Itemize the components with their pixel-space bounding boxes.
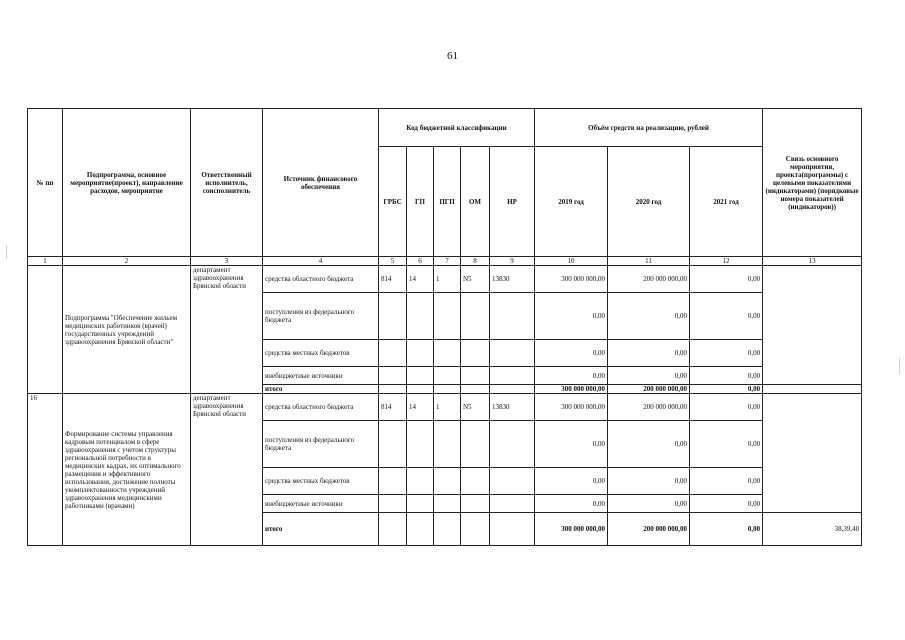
- np-cell: [490, 367, 535, 385]
- pgp-cell: 1: [434, 394, 461, 421]
- index-cell: 1: [28, 257, 63, 266]
- responsible-cell: департамент здравоохранения Брянской области: [191, 266, 263, 394]
- pgp-cell: [434, 421, 461, 468]
- header-program: Подпрограмма, основное мероприятие(проект), направление расходов, мероприятие: [63, 109, 191, 257]
- link-cell: [763, 394, 862, 513]
- grbs-cell: [379, 385, 407, 394]
- total-2020: 200 000 000,00: [608, 513, 690, 546]
- np-cell: [490, 421, 535, 468]
- amount-2019: 300 000 000,00: [535, 394, 608, 421]
- header-volume: Объём средств на реализацию, рублей: [535, 109, 763, 147]
- index-cell: 12: [690, 257, 763, 266]
- gp-cell: [407, 421, 434, 468]
- amount-2019: 0,00: [535, 421, 608, 468]
- grbs-cell: [379, 468, 407, 495]
- source-cell: поступления из федерального бюджета: [263, 421, 379, 468]
- link-cell: [763, 266, 862, 385]
- gp-cell: [407, 495, 434, 513]
- amount-2020: 0,00: [608, 367, 690, 385]
- gp-cell: [407, 340, 434, 367]
- gp-cell: [407, 367, 434, 385]
- source-cell: средства областного бюджета: [263, 394, 379, 421]
- grbs-cell: 814: [379, 394, 407, 421]
- source-cell: средства местных бюджетов: [263, 340, 379, 367]
- table-row: [28, 394, 862, 421]
- header-row-1: [28, 109, 862, 147]
- pgp-cell: [434, 340, 461, 367]
- grbs-cell: [379, 421, 407, 468]
- budget-table: [27, 108, 862, 546]
- amount-2020: 200 000 000,00: [608, 266, 690, 293]
- pgp-cell: [434, 293, 461, 340]
- index-cell: 6: [407, 257, 434, 266]
- header-np: НР: [490, 147, 535, 257]
- total-link: [763, 385, 862, 394]
- source-cell: поступления из федерального бюджета: [263, 293, 379, 340]
- gp-cell: [407, 385, 434, 394]
- amount-2020: 0,00: [608, 468, 690, 495]
- source-cell: внебюджетные источники: [263, 367, 379, 385]
- source-cell: средства местных бюджетов: [263, 468, 379, 495]
- total-label: итого: [263, 513, 379, 546]
- amount-2021: 0,00: [690, 293, 763, 340]
- total-2020: 200 000 000,00: [608, 385, 690, 394]
- grbs-cell: [379, 513, 407, 546]
- om-cell: [461, 421, 490, 468]
- row-number: [28, 266, 63, 394]
- np-cell: [490, 293, 535, 340]
- header-budget-code: Код бюджетной классификации: [379, 109, 535, 147]
- amount-2021: 0,00: [690, 468, 763, 495]
- om-cell: N5: [461, 266, 490, 293]
- np-cell: 13830: [490, 394, 535, 421]
- header-2020: 2020 год: [608, 147, 690, 257]
- gp-cell: 14: [407, 266, 434, 293]
- header-source: Источник финансового обеспечения: [263, 109, 379, 257]
- header-2021: 2021 год: [690, 147, 763, 257]
- total-2021: 0,00: [690, 513, 763, 546]
- total-label: итого: [263, 385, 379, 394]
- pgp-cell: [434, 385, 461, 394]
- source-cell: внебюджетные источники: [263, 495, 379, 513]
- amount-2020: 0,00: [608, 293, 690, 340]
- table-row: [28, 266, 862, 293]
- total-2021: 0,00: [690, 385, 763, 394]
- pgp-cell: 1: [434, 266, 461, 293]
- amount-2019: 300 000 000,00: [535, 266, 608, 293]
- amount-2021: 0,00: [690, 340, 763, 367]
- grbs-cell: [379, 495, 407, 513]
- grbs-cell: [379, 340, 407, 367]
- row-number: 16: [28, 394, 63, 546]
- gp-cell: 14: [407, 394, 434, 421]
- om-cell: [461, 495, 490, 513]
- np-cell: [490, 495, 535, 513]
- amount-2020: 200 000 000,00: [608, 394, 690, 421]
- index-cell: 9: [490, 257, 535, 266]
- om-cell: [461, 513, 490, 546]
- header-responsible: Ответственный исполнитель, соисполнитель: [191, 109, 263, 257]
- scan-mark: [6, 245, 7, 259]
- om-cell: [461, 385, 490, 394]
- om-cell: [461, 340, 490, 367]
- program-cell: Формирование системы управления кадровым потенциалом в сфере здравоохранения с учетом структуры региональной потребности в медицинских кадрах, их оптимального размещения и эффективного использования, достижение полноты укомплектованности учреждений здравоохранения медицинскими работниками (врачами): [63, 394, 191, 546]
- amount-2019: 0,00: [535, 293, 608, 340]
- amount-2021: 0,00: [690, 421, 763, 468]
- header-2019: 2019 год: [535, 147, 608, 257]
- amount-2020: 0,00: [608, 495, 690, 513]
- np-cell: 13830: [490, 266, 535, 293]
- pgp-cell: [434, 367, 461, 385]
- om-cell: N5: [461, 394, 490, 421]
- gp-cell: [407, 293, 434, 340]
- index-cell: 10: [535, 257, 608, 266]
- total-link: 38,39,40: [763, 513, 862, 546]
- amount-2021: 0,00: [690, 266, 763, 293]
- gp-cell: [407, 513, 434, 546]
- amount-2019: 0,00: [535, 340, 608, 367]
- index-row: [28, 257, 862, 266]
- header-pgp: ПГП: [434, 147, 461, 257]
- scan-mark: [899, 358, 900, 374]
- amount-2021: 0,00: [690, 367, 763, 385]
- np-cell: [490, 340, 535, 367]
- header-om: ОМ: [461, 147, 490, 257]
- grbs-cell: [379, 293, 407, 340]
- amount-2020: 0,00: [608, 340, 690, 367]
- amount-2020: 0,00: [608, 421, 690, 468]
- header-gp: ГП: [407, 147, 434, 257]
- program-cell: Подпрограмма "Обеспечение жильем медицинских работников (врачей) государственных учреждений здравоохранения Брянской области": [63, 266, 191, 394]
- total-2019: 300 000 000,00: [535, 513, 608, 546]
- pgp-cell: [434, 513, 461, 546]
- pgp-cell: [434, 468, 461, 495]
- om-cell: [461, 293, 490, 340]
- index-cell: 3: [191, 257, 263, 266]
- amount-2019: 0,00: [535, 495, 608, 513]
- total-2019: 300 000 000,00: [535, 385, 608, 394]
- header-no: № пп: [28, 109, 63, 257]
- index-cell: 11: [608, 257, 690, 266]
- np-cell: [490, 385, 535, 394]
- grbs-cell: [379, 367, 407, 385]
- index-cell: 8: [461, 257, 490, 266]
- grbs-cell: 814: [379, 266, 407, 293]
- responsible-cell: департамент здравоохранения Брянской области: [191, 394, 263, 546]
- index-cell: 7: [434, 257, 461, 266]
- gp-cell: [407, 468, 434, 495]
- np-cell: [490, 513, 535, 546]
- om-cell: [461, 468, 490, 495]
- amount-2019: 0,00: [535, 468, 608, 495]
- amount-2019: 0,00: [535, 367, 608, 385]
- header-grbs: ГРБС: [379, 147, 407, 257]
- np-cell: [490, 468, 535, 495]
- index-cell: 13: [763, 257, 862, 266]
- pgp-cell: [434, 495, 461, 513]
- amount-2021: 0,00: [690, 394, 763, 421]
- source-cell: средства областного бюджета: [263, 266, 379, 293]
- page-number: 61: [447, 50, 458, 62]
- amount-2021: 0,00: [690, 495, 763, 513]
- header-link: Связь основного мероприятия, проекта(программы) с целевыми показателями (индикаторами) (порядковые номера показателей (индикаторов)): [763, 109, 862, 257]
- index-cell: 4: [263, 257, 379, 266]
- index-cell: 2: [63, 257, 191, 266]
- om-cell: [461, 367, 490, 385]
- index-cell: 5: [379, 257, 407, 266]
